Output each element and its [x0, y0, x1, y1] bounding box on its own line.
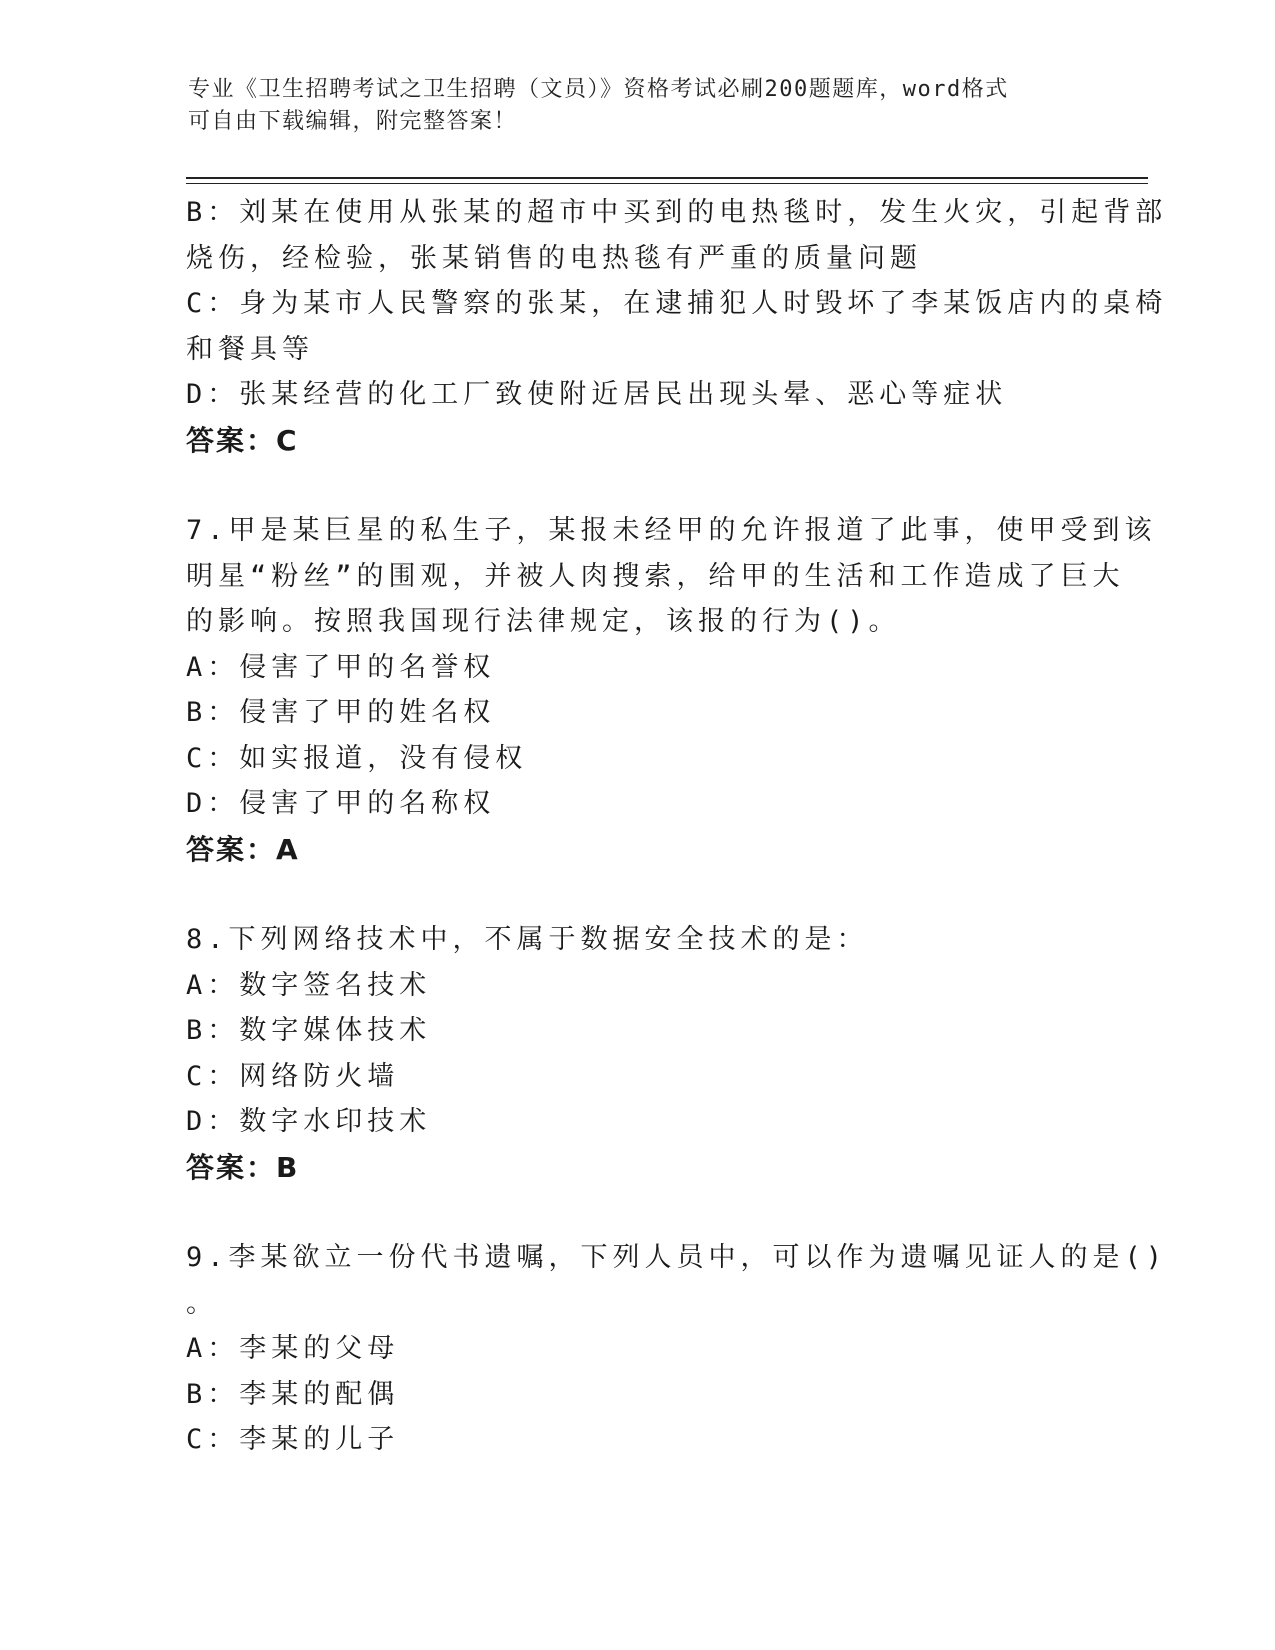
header-divider-thin: [186, 183, 1148, 184]
answer-line: 答案：B: [186, 1150, 300, 1184]
option-a: A：侵害了甲的名誉权: [186, 651, 496, 683]
option-a: A：李某的父母: [186, 1333, 400, 1364]
option-c: C：如实报道，没有侵权: [186, 742, 528, 774]
question-9: [186, 1235, 1168, 1463]
option-d: D：侵害了甲的名称权: [186, 788, 496, 819]
option-b: B：数字媒体技术: [186, 1015, 432, 1046]
option-c-line-2: 和餐具等: [186, 333, 314, 365]
option-c-line-1: C：身为某市人民警察的张某，在逮捕犯人时毁坏了李某饭店内的桌椅: [186, 288, 1168, 319]
option-b-line-2: 烧伤，经检验，张某销售的电热毯有严重的质量问题: [186, 242, 922, 274]
option-c: C：网络防火墙: [186, 1060, 400, 1092]
option-b: B：侵害了甲的姓名权: [186, 697, 496, 728]
option-d: D：数字水印技术: [186, 1106, 432, 1137]
question-stem-line: 。: [186, 1287, 218, 1319]
document-header: [188, 74, 1088, 138]
question-stem-line: 8.下列网络技术中，不属于数据安全技术的是：: [186, 924, 869, 955]
document-body: [186, 190, 1168, 1463]
question-stem-line: 9.李某欲立一份代书遗嘱，下列人员中，可以作为遗嘱见证人的是(): [186, 1242, 1168, 1273]
header-line-1: 专业《卫生招聘考试之卫生招聘（文员）》资格考试必刷200题题库，word格式: [188, 77, 1009, 102]
option-d: D：张某经营的化工厂致使附近居民出现头晕、恶心等症状: [186, 379, 1008, 410]
question-8: [186, 917, 1086, 1190]
option-c: C：李某的儿子: [186, 1424, 400, 1455]
answer-line: 答案：A: [186, 832, 300, 866]
question-6-continued: [186, 190, 1168, 463]
question-stem-line: 明星“粉丝”的围观，并被人肉搜索，给甲的生活和工作造成了巨大: [186, 560, 1125, 592]
question-7: [186, 508, 1157, 872]
header-line-2: 可自由下载编辑，附完整答案！: [188, 109, 518, 134]
answer-line: 答案：C: [186, 423, 299, 457]
option-a: A：数字签名技术: [186, 969, 432, 1001]
option-b-line-1: B：刘某在使用从张某的超市中买到的电热毯时，发生火灾，引起背部: [186, 197, 1168, 228]
option-b: B：李某的配偶: [186, 1378, 400, 1410]
question-stem-line: 7.甲是某巨星的私生子，某报未经甲的允许报道了此事，使甲受到该: [186, 515, 1157, 546]
header-divider-thick: [186, 177, 1148, 179]
question-stem-line: 的影响。按照我国现行法律规定，该报的行为()。: [186, 606, 901, 637]
